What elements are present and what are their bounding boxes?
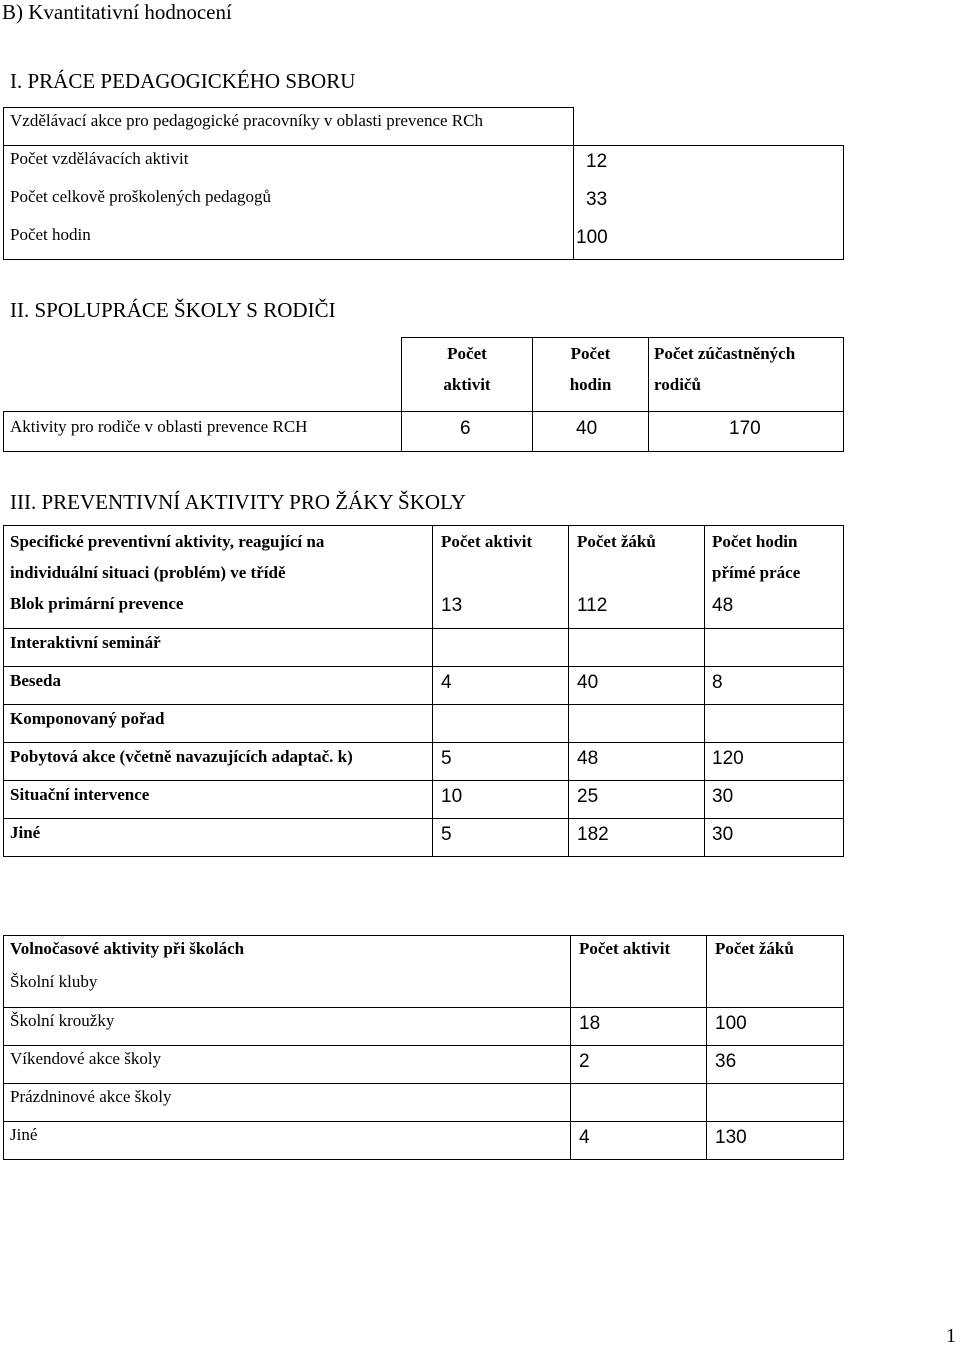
row-aktivit (433, 628, 569, 666)
part1-table (3, 107, 844, 260)
row-zaku: 40 (569, 666, 705, 704)
row-label: Počet celkově proškolených pedagogů (4, 184, 574, 222)
header-hodin-l2: přímé práce (712, 563, 801, 582)
row-hodin: 30 (705, 818, 844, 856)
header-aktivit-l2: aktivit (443, 375, 491, 394)
row-aktivit: 4 (571, 1122, 707, 1160)
row-aktivit (571, 970, 707, 1008)
row-value: 100 (574, 222, 844, 260)
table-row (4, 1046, 844, 1084)
part3-table (3, 525, 844, 857)
table-row (4, 780, 844, 818)
header-zaku: Počet žáků (569, 526, 705, 589)
row-zaku (707, 1084, 844, 1122)
table-header-row (4, 338, 844, 412)
header-label (4, 526, 433, 589)
table-header-row (4, 936, 844, 970)
row-zaku (569, 628, 705, 666)
row-aktivit: 4 (433, 666, 569, 704)
table-row (4, 1084, 844, 1122)
header-aktivit (402, 338, 533, 412)
row-zaku: 182 (569, 818, 705, 856)
part1-title-blank (574, 108, 844, 146)
row-label: Víkendové akce školy (4, 1046, 571, 1084)
table-row (4, 666, 844, 704)
part4-table (3, 935, 844, 1160)
row-rodicu: 170 (649, 412, 844, 452)
row-zaku: 100 (707, 1008, 844, 1046)
header-hodin-l2: hodin (569, 375, 612, 394)
header-hodin (705, 526, 844, 589)
header-rodicu-l2: rodičů (654, 375, 701, 394)
header-rodicu (649, 338, 844, 412)
row-value: 12 (574, 146, 844, 184)
part1-title: I. PRÁCE PEDAGOGICKÉHO SBORU (10, 69, 356, 93)
table-header-row (4, 526, 844, 589)
row-hodin (705, 704, 844, 742)
header-hodin-l1: Počet hodin (712, 532, 798, 551)
row-zaku (569, 704, 705, 742)
row-label: Pobytová akce (včetně navazujících adaptač. k) (4, 742, 433, 780)
row-label: Situační intervence (4, 780, 433, 818)
row-zaku: 112 (569, 588, 705, 628)
header-label-l1: Specifické preventivní aktivity, reagující na (10, 532, 325, 551)
header-blank (4, 338, 402, 412)
table-row (4, 818, 844, 856)
row-label: Interaktivní seminář (4, 628, 433, 666)
row-aktivit: 18 (571, 1008, 707, 1046)
row-hodin: 48 (705, 588, 844, 628)
table-row (4, 184, 844, 222)
row-label: Beseda (4, 666, 433, 704)
row-zaku: 130 (707, 1122, 844, 1160)
row-aktivit: 2 (571, 1046, 707, 1084)
row-zaku: 36 (707, 1046, 844, 1084)
header-aktivit: Počet aktivit (571, 936, 707, 970)
row-aktivit: 6 (402, 412, 533, 452)
row-label: Počet vzdělávacích aktivit (4, 146, 574, 184)
page-number: 1 (946, 1325, 956, 1347)
row-hodin: 8 (705, 666, 844, 704)
row-aktivit (433, 704, 569, 742)
row-hodin (705, 628, 844, 666)
part1-table-title: Vzdělávací akce pro pedagogické pracovníky v oblasti prevence RCh (4, 108, 574, 146)
table-row (4, 146, 844, 184)
table-row (4, 1122, 844, 1160)
row-label: Komponovaný pořad (4, 704, 433, 742)
row-aktivit: 13 (433, 588, 569, 628)
row-label: Počet hodin (4, 222, 574, 260)
row-label: Jiné (4, 1122, 571, 1160)
table-row (4, 704, 844, 742)
section-b-title: B) Kvantitativní hodnocení (2, 0, 232, 24)
row-hodin: 40 (533, 412, 649, 452)
part3-title: III. PREVENTIVNÍ AKTIVITY PRO ŽÁKY ŠKOLY (10, 490, 466, 514)
row-value: 33 (574, 184, 844, 222)
part2-table (3, 337, 844, 452)
row-aktivit: 10 (433, 780, 569, 818)
row-label: Školní kroužky (4, 1008, 571, 1046)
header-aktivit-l1: Počet (447, 344, 487, 363)
row-aktivit: 5 (433, 742, 569, 780)
table-row (4, 628, 844, 666)
header-hodin-l1: Počet (570, 344, 611, 363)
row-hodin: 120 (705, 742, 844, 780)
row-zaku: 48 (569, 742, 705, 780)
row-zaku: 25 (569, 780, 705, 818)
table-row (4, 412, 844, 452)
header-label-l2: individuální situaci (problém) ve třídě (10, 563, 286, 582)
row-zaku (707, 970, 844, 1008)
table-row (4, 970, 844, 1008)
row-aktivit: 5 (433, 818, 569, 856)
row-label: Prázdninové akce školy (4, 1084, 571, 1122)
row-hodin: 30 (705, 780, 844, 818)
part2-title: II. SPOLUPRÁCE ŠKOLY S RODIČI (10, 298, 336, 322)
header-rodicu-l1: Počet zúčastněných (654, 344, 796, 363)
header-zaku: Počet žáků (707, 936, 844, 970)
header-label: Volnočasové aktivity při školách (4, 936, 571, 970)
table-row (4, 588, 844, 628)
table-row (4, 1008, 844, 1046)
header-hodin (533, 338, 649, 412)
header-aktivit: Počet aktivit (433, 526, 569, 589)
row-label: Blok primární prevence (4, 588, 433, 628)
table-row (4, 222, 844, 260)
row-label: Aktivity pro rodiče v oblasti prevence RCH (4, 412, 402, 452)
row-aktivit (571, 1084, 707, 1122)
table-row (4, 742, 844, 780)
row-label: Jiné (4, 818, 433, 856)
row-label: Školní kluby (4, 970, 571, 1008)
